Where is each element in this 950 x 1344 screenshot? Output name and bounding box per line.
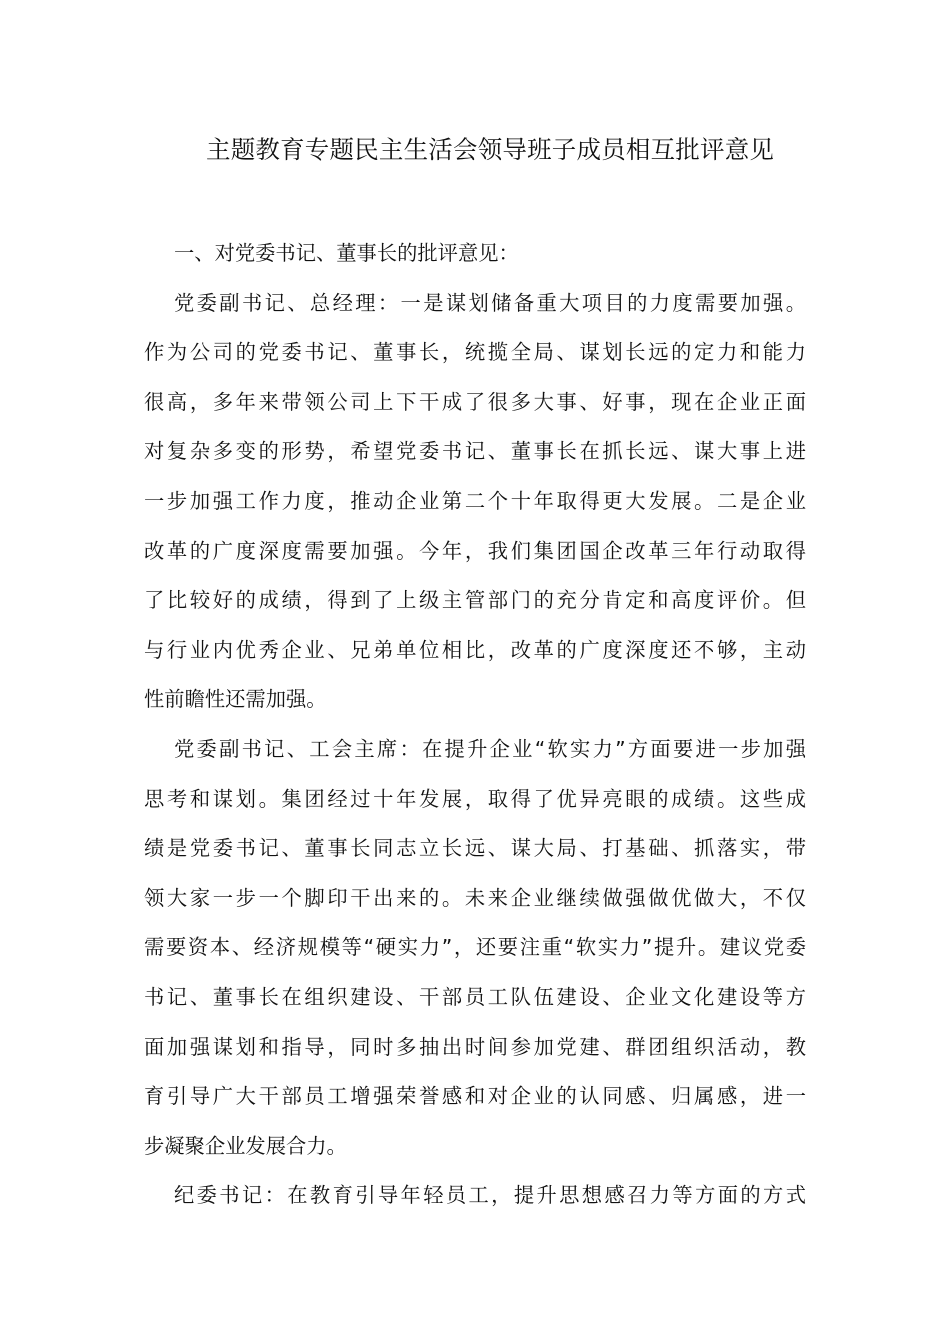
paragraph-line: 一步加强工作力度，推动企业第二个十年取得更大发展。二是企业 xyxy=(144,488,806,513)
paragraph-line: 了比较好的成绩，得到了上级主管部门的充分肯定和高度评价。但 xyxy=(144,588,806,613)
document-body xyxy=(144,229,806,1221)
paragraph-line: 需要资本、经济规模等“硬实力”，还要注重“软实力”提升。建议党委 xyxy=(144,935,806,960)
paragraph-line: 步凝聚企业发展合力。 xyxy=(144,1133,347,1158)
paragraph-line: 改革的广度深度需要加强。今年，我们集团国企改革三年行动取得 xyxy=(144,538,806,563)
paragraph-line: 党委副书记、总经理：一是谋划储备重大项目的力度需要加强。 xyxy=(174,290,806,315)
paragraph-line: 党委副书记、工会主席：在提升企业“软实力”方面要进一步加强 xyxy=(174,736,806,761)
paragraph-line: 性前瞻性还需加强。 xyxy=(144,687,327,712)
section-heading: 一、对党委书记、董事长的批评意见： xyxy=(174,241,519,265)
paragraph-line: 作为公司的党委书记、董事长，统揽全局、谋划长远的定力和能力 xyxy=(144,340,806,365)
paragraph-line: 育引导广大干部员工增强荣誉感和对企业的认同感、归属感，进一 xyxy=(144,1084,806,1109)
paragraph-line: 绩是党委书记、董事长同志立长远、谋大局、打基础、抓落实，带 xyxy=(144,836,806,861)
paragraph-line: 思考和谋划。集团经过十年发展，取得了优异亮眼的成绩。这些成 xyxy=(144,786,806,811)
paragraph-line: 书记、董事长在组织建设、干部员工队伍建设、企业文化建设等方 xyxy=(144,984,806,1009)
paragraph-line: 领大家一步一个脚印干出来的。未来企业继续做强做优做大，不仅 xyxy=(144,885,806,910)
paragraph-line: 对复杂多变的形势，希望党委书记、董事长在抓长远、谋大事上进 xyxy=(144,439,806,464)
paragraph-line: 纪委书记：在教育引导年轻员工，提升思想感召力等方面的方式 xyxy=(174,1183,806,1208)
paragraph-line: 很高，多年来带领公司上下干成了很多大事、好事，现在企业正面 xyxy=(144,389,806,414)
paragraph-line: 面加强谋划和指导，同时多抽出时间参加党建、群团组织活动，教 xyxy=(144,1034,806,1059)
document-title: 主题教育专题民主生活会领导班子成员相互批评意见 xyxy=(206,135,775,164)
paragraph-line: 与行业内优秀企业、兄弟单位相比，改革的广度深度还不够，主动 xyxy=(144,637,806,662)
